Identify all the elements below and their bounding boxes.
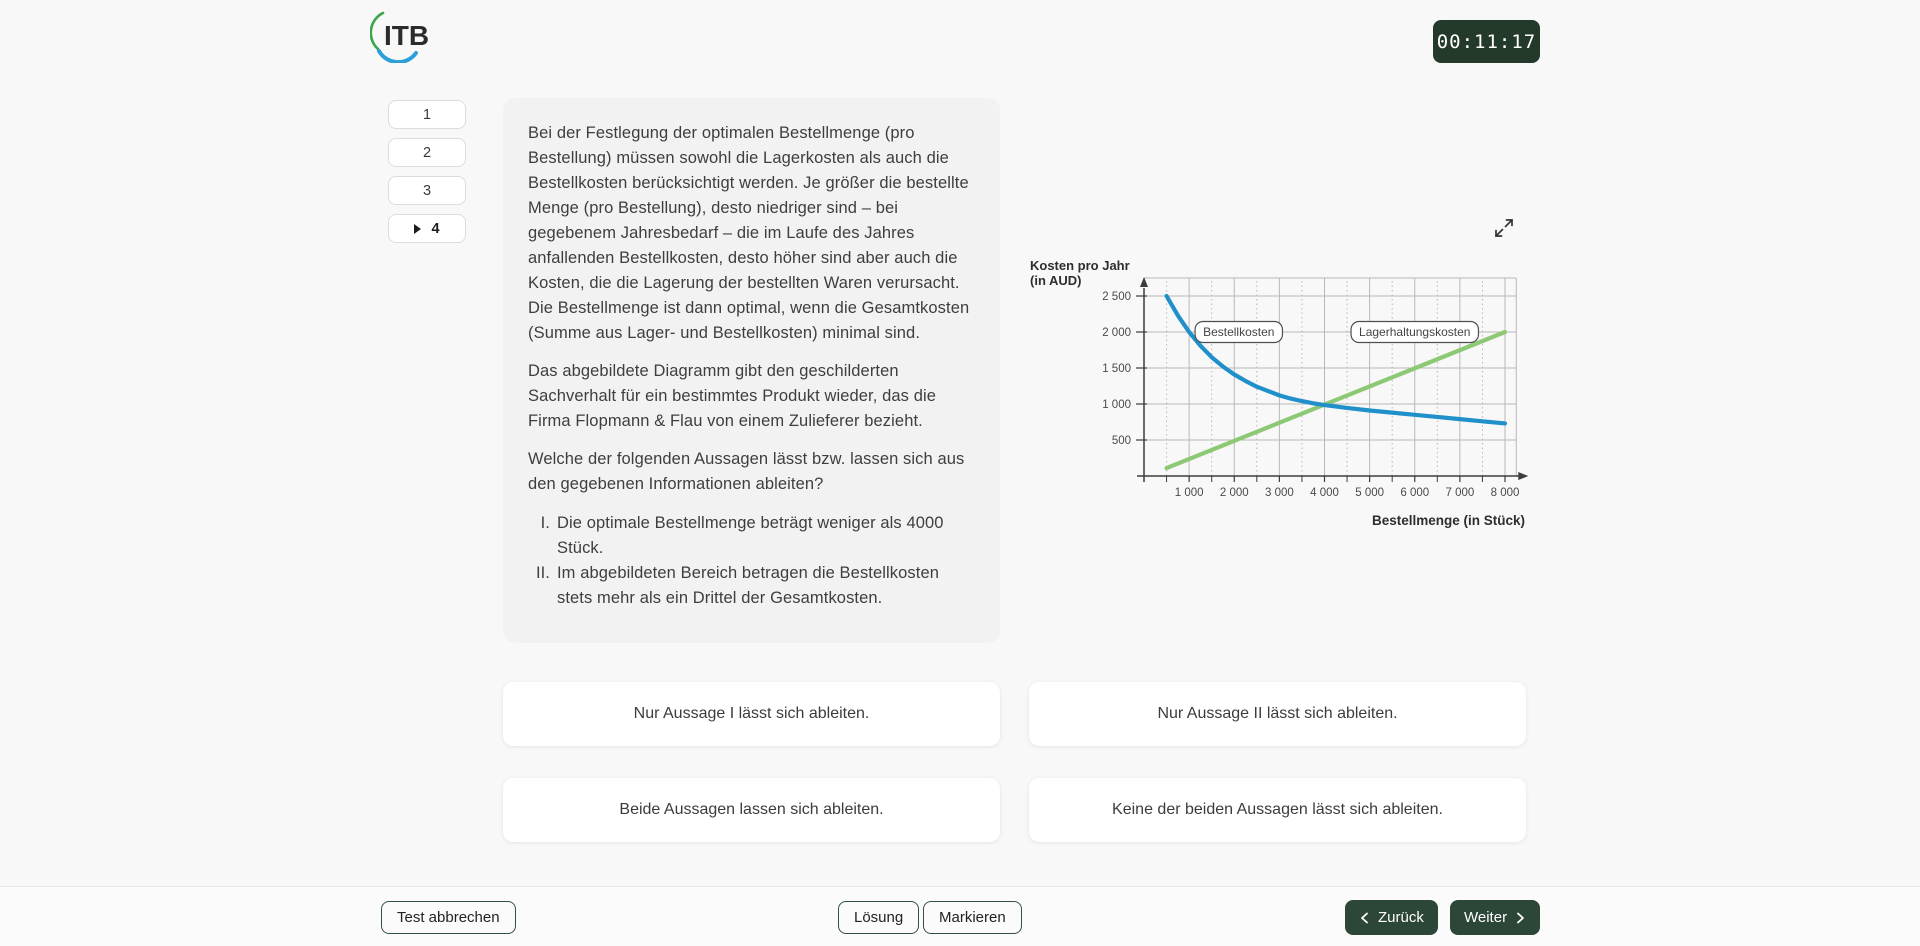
answer-label: Nur Aussage II lässt sich ableiten. <box>1157 705 1398 722</box>
mark-button[interactable]: Markieren <box>923 901 1022 934</box>
svg-text:7 000: 7 000 <box>1445 487 1475 499</box>
svg-text:5 000: 5 000 <box>1355 487 1385 499</box>
svg-text:2 500: 2 500 <box>1102 291 1131 303</box>
question-nav-label: 2 <box>422 144 432 161</box>
svg-text:Lagerhaltungskosten: Lagerhaltungskosten <box>1359 325 1471 339</box>
chart-area <box>1029 212 1531 534</box>
next-button[interactable]: Weiter <box>1450 900 1540 935</box>
answer-label: Keine der beiden Aussagen lässt sich ableiten. <box>1112 801 1443 818</box>
statement-text: Im abgebildeten Bereich betragen die Bestellkosten stets mehr als ein Drittel der Gesamtkosten. <box>557 564 939 607</box>
svg-text:3 000: 3 000 <box>1264 487 1294 499</box>
logo-blue-arc <box>379 51 416 62</box>
question-nav-label: 4 <box>431 220 440 237</box>
question-nav <box>388 100 466 252</box>
svg-text:1 000: 1 000 <box>1102 399 1131 411</box>
question-nav-label: 3 <box>422 182 432 199</box>
logo-green-arc <box>371 13 383 49</box>
question-nav-item-4[interactable] <box>388 214 466 243</box>
question-panel <box>503 98 1000 643</box>
footer-bar <box>0 886 1920 946</box>
timer-display: 00:11:17 <box>1433 20 1540 63</box>
answer-label: Beide Aussagen lassen sich ableiten. <box>619 801 884 818</box>
question-paragraph-1: Bei der Festlegung der optimalen Bestellmenge (pro Bestellung) müssen sowohl die Lagerkosten als auch die Bestellkosten berücksichtigt werden. Je größer die bestellte Menge (pro Bestellung), desto niedriger sind – bei gegebenem Jahresbedarf – die im Laufe des Jahres anfallenden Bestellkosten, desto höher sind aber auch die Kosten, die die Lagerung der bestellten Waren verursacht. Die Bestellmenge ist dann optimal, wenn die Gesamtkosten (Summe aus Lager- und Bestellkosten) minimal sind. <box>528 124 970 342</box>
question-paragraph-3: Welche der folgenden Aussagen lässt bzw. lassen sich aus den gegebenen Informationen ableiten? <box>528 450 965 493</box>
question-nav-item-1[interactable] <box>388 100 466 129</box>
play-icon <box>414 224 421 234</box>
svg-text:1 000: 1 000 <box>1174 487 1204 499</box>
statement-numeral: I. <box>540 514 550 532</box>
itb-logo <box>370 7 442 63</box>
svg-text:1 500: 1 500 <box>1102 363 1131 375</box>
answer-option-3[interactable] <box>503 778 1000 842</box>
svg-text:Bestellkosten: Bestellkosten <box>1203 325 1275 339</box>
question-nav-item-2[interactable] <box>388 138 466 167</box>
answer-option-4[interactable] <box>1029 778 1526 842</box>
statement-list <box>528 511 975 611</box>
chevron-right-icon <box>1515 912 1526 924</box>
chart-y-axis-title: Kosten pro Jahr (in AUD) <box>1030 258 1130 288</box>
statement-numeral: II. <box>535 564 550 582</box>
question-nav-label: 1 <box>422 106 432 123</box>
statement-item-2 <box>528 561 975 611</box>
statement-item-1 <box>528 511 975 561</box>
svg-text:4 000: 4 000 <box>1310 487 1339 499</box>
question-nav-item-3[interactable] <box>388 176 466 205</box>
chevron-left-icon <box>1359 912 1370 924</box>
svg-text:2 000: 2 000 <box>1219 487 1249 499</box>
back-button[interactable]: Zurück <box>1345 900 1438 935</box>
solution-button[interactable]: Lösung <box>838 901 919 934</box>
header <box>0 0 1920 68</box>
logo-text: ITB <box>384 20 430 51</box>
svg-text:6 000: 6 000 <box>1400 487 1430 499</box>
answer-label: Nur Aussage I lässt sich ableiten. <box>633 705 870 722</box>
svg-text:2 000: 2 000 <box>1102 327 1131 339</box>
question-paragraph-2: Das abgebildete Diagramm gibt den geschilderten Sachverhalt für ein bestimmtes Produkt wieder, das die Firma Flopmann & Flau von einem Zulieferer bezieht. <box>528 362 937 430</box>
answer-option-2[interactable] <box>1029 682 1526 746</box>
chart-x-axis-title: Bestellmenge (in Stück) <box>1371 513 1525 528</box>
cancel-test-button[interactable]: Test abbrechen <box>381 901 516 934</box>
svg-text:8 000: 8 000 <box>1490 487 1520 499</box>
statement-text: Die optimale Bestellmenge beträgt weniger als 4000 Stück. <box>557 514 944 557</box>
answer-option-1[interactable] <box>503 682 1000 746</box>
cost-chart <box>1029 212 1531 534</box>
svg-text:500: 500 <box>1111 435 1131 447</box>
